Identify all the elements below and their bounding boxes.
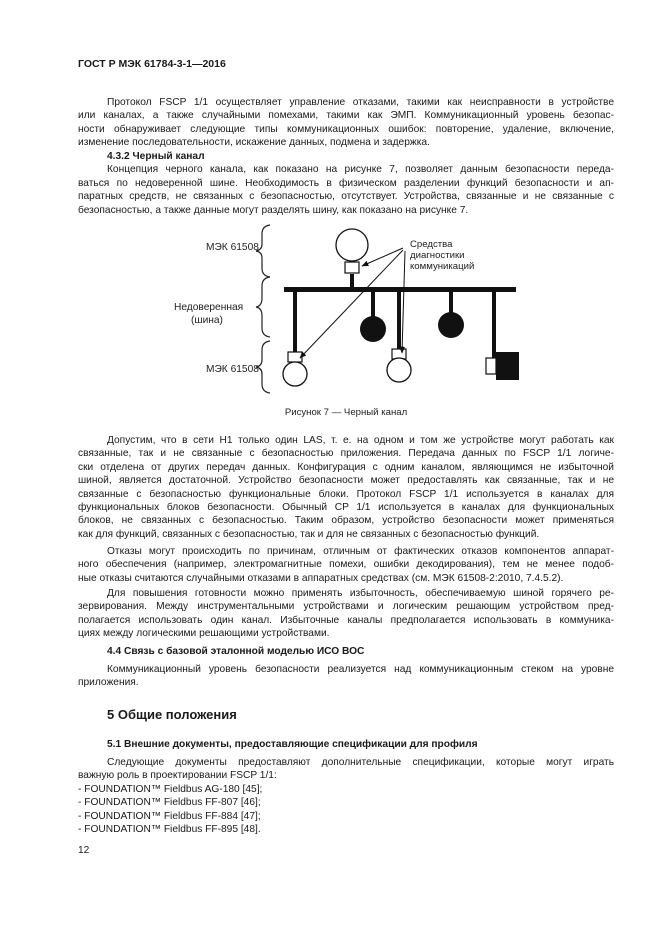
text-line: связанные с безопасностью функциональные блоки. Протокол FSCP 1/1 используется в каналах для (78, 488, 614, 500)
comm-interface-top (345, 262, 359, 273)
paragraph-failures (78, 545, 614, 585)
section-5-1 (78, 738, 614, 751)
chapter-heading: 5 Общие положения (107, 707, 237, 722)
text-line: как для функций, связанных с безопасностью, так и для не связанных с безопасностью функций. (78, 528, 540, 540)
label-bus: (шина) (191, 315, 223, 326)
list-item: - FOUNDATION™ Fieldbus AG-180 [45]; (78, 783, 263, 795)
label-untrusted: Недоверенная (174, 302, 244, 313)
text-line: Концепция черного канала, как показано на рисунке 7, позволяет данным безопасности переда- (107, 164, 614, 176)
paragraph-osi (78, 663, 614, 690)
text-line: или каналах, а также случайными помехами, такими как ЭМП. Коммуникационный уровень безопас- (78, 110, 614, 122)
callout-line-2: диагностики (410, 250, 465, 261)
document-header: ГОСТ Р МЭК 61784-3-1—2016 (78, 58, 226, 70)
text-line: паратных средств, не связанных с безопасностью, отсутствует. Устройства, связанные и не связанные с (78, 191, 614, 203)
paragraph-las (78, 434, 614, 541)
label-iec-top: МЭК 61508 (206, 242, 259, 253)
section-heading: 4.3.2 Черный канал (107, 151, 205, 162)
section-4-4 (78, 645, 614, 658)
text-line: Отказы могут происходить по причинам, отличным от фактических отказов компонентов аппарат- (107, 546, 614, 557)
page-number: 12 (78, 845, 90, 856)
list-item: - FOUNDATION™ Fieldbus FF-895 [48]. (78, 824, 261, 836)
safety-device-bottom-left (283, 362, 307, 386)
black-channel-figure (0, 0, 661, 430)
brace-middle (256, 277, 270, 337)
text-line: циях между логическими решающими устройствами. (78, 628, 330, 640)
text-line: ваться по недоверенной шине. Необходимость в физическом разделении функций безопасности и ап- (78, 177, 614, 189)
text-line: Протокол FSCP 1/1 осуществляет управление отказами, такими как неисправности в устройстве (107, 97, 614, 108)
text-line: полагается использовать один канал. Избыточные каналы предполагается использовать в коммуника- (78, 614, 614, 626)
text-line: функциональных блоков безопасности. Обычный CP 1/1 используется в каналах для функциональных (78, 502, 614, 514)
comm-interface-bottom-left (288, 352, 302, 362)
safety-device-bottom-middle (387, 358, 411, 382)
list-item: - FOUNDATION™ Fieldbus FF-807 [46]; (78, 797, 261, 809)
standard-device-1 (360, 316, 386, 342)
comm-interface-right (486, 358, 496, 374)
text-line: приложения. (78, 677, 139, 689)
text-line: ного обеспечения (например, электромагнитные помехи, ошибки декодирования), тем не менее подоб- (78, 559, 614, 571)
text-line: Для повышения готовности можно применять избыточность, обеспечиваемую шиной горячего ре- (107, 588, 614, 599)
text-line: изменение последовательности, искажение данных, подмена и задержка. (78, 137, 430, 149)
safety-device-top (336, 229, 368, 261)
section-heading: 4.4 Связь с базовой эталонной моделью ИСО ВОС (107, 646, 365, 657)
label-iec-bottom: МЭК 61508 (206, 364, 259, 375)
paragraph-external-docs (78, 756, 614, 836)
standard-device-2 (438, 312, 464, 338)
text-line: ности обнаруживает следующие типы коммуникационных ошибок: повторение, удаление, включение, (78, 123, 614, 135)
list-item: - FOUNDATION™ Fieldbus FF-884 [47]; (78, 810, 261, 822)
arrow-to-bottom-middle (402, 251, 405, 353)
text-line: безопасностью, а также данные могут разделять шину, как показано на рисунке 7. (78, 204, 469, 216)
callout-line-3: коммуникаций (410, 261, 475, 272)
figure-caption: Рисунок 7 — Черный канал (284, 407, 408, 418)
text-line: важную роль в проектировании FSCP 1/1: (78, 770, 277, 782)
text-line: Следующие документы предоставляют дополнительные спецификации, которые могут играть (107, 757, 614, 768)
text-line: Допустим, что в сети H1 только один LAS, т. е. на одном и том же устройстве могут работать как (107, 435, 614, 446)
text-line: Коммуникационный уровень безопасности реализуется над коммуникационным стеком на уровне (107, 664, 614, 675)
text-line: блоков, не связанных с безопасностью. Таким образом, устройство безопасности может применяться (78, 515, 614, 527)
callout-line-1: Средства (410, 239, 453, 250)
text-line: зервирования. Между инструментальными устройствами и логическим решающим устройством пред- (78, 601, 614, 613)
text-line: ные отказы считаются случайными отказами в аппаратных средствах (см. МЭК 61508-2:2010, 7.4.5.2). (78, 572, 564, 584)
device-right (496, 352, 519, 380)
paragraph-redundancy (78, 587, 614, 641)
text-line: связанные, так и не связанные с безопасностью приложения. Передача данных по FSCP 1/1 логиче- (78, 448, 614, 460)
text-line: ски отделена от других передач данных. Конфигурация с одним каналом, являющимся не избыточной (78, 461, 614, 473)
text-line: шиной, является достаточной. Устройство безопасности может предоставлять как связанные, так и не (78, 475, 614, 487)
section-heading: 5.1 Внешние документы, предоставляющие спецификации для профиля (107, 739, 478, 750)
